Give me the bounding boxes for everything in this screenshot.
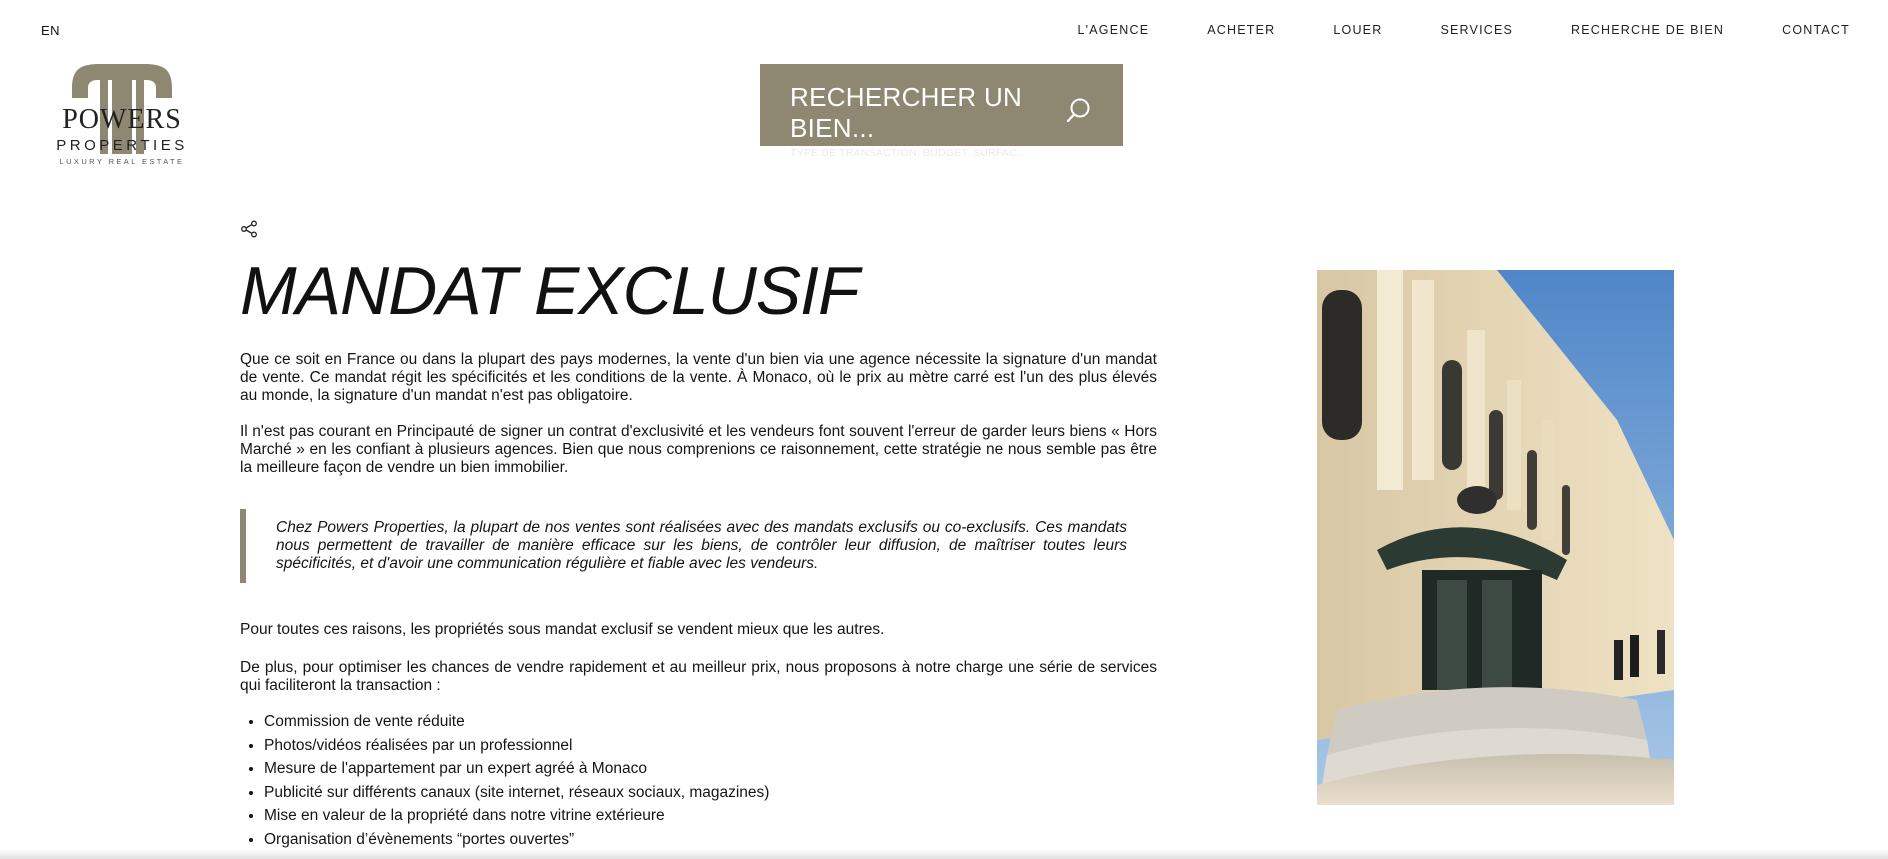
paragraph-intro: Que ce soit en France ou dans la plupart des pays modernes, la vente d'un bien via une agence nécessite la signature d'un mandat de vente. Ce mandat régit les spécificités et les conditions de la vente. À Monaco, où le prix au mètre carré est l'un des plus élevés au monde, la signature d'un mandat n'est pas obligatoire. [240,351,1157,404]
paragraph-services-intro: De plus, pour optimiser les chances de vendre rapidement et au meilleur prix, nous proposons à notre charge une série de services qui faciliteront la transaction : [240,659,1157,694]
paragraph-exclusivity: Il n'est pas courant en Principauté de signer un contrat d'exclusivité et les vendeurs font souvent l'erreur de garder leurs biens « Hors Marché » en les confiant à plusieurs agences. Bien que nous comprenions ce raisonnement, cette stratégie ne nous semble pas être la meilleure façon de vendre un bien immobilier. [240,423,1157,476]
paragraph-conclusion: Pour toutes ces raisons, les propriétés sous mandat exclusif se vendent mieux que les autres. [240,621,885,638]
main-nav [1020,23,1851,37]
logo-line2: PROPERTIES [56,137,188,154]
brand-logo[interactable] [48,62,196,166]
nav-agence[interactable]: L'AGENCE [1077,23,1150,37]
monaco-building-photo [1317,270,1674,805]
list-item: • Publicité sur différents canaux (site internet, réseaux sociaux, magazines) [264,784,1157,802]
article-body [240,351,1157,854]
list-item: • Organisation d’évènements “portes ouvertes” [264,831,1157,849]
blockquote: Chez Powers Properties, la plupart de nos ventes sont réalisées avec des mandats exclusifs ou co-exclusifs. Ces mandats nous permettent de travailler de manière efficace sur les biens, de contrôler leur diffusion, de maîtriser toutes leurs spécificités, et d'avoir une communication régulière et fiable avec les vendeurs. [240,509,1157,583]
nav-louer[interactable]: LOUER [1333,23,1383,37]
logo-name: POWERS [62,104,182,135]
nav-contact[interactable]: CONTACT [1782,23,1850,37]
bottom-shadow [0,849,1888,859]
logo-tagline: LUXURY REAL ESTATE [59,157,185,166]
property-search-box[interactable] [760,64,1123,159]
list-item: • Photos/vidéos réalisées par un professionnel [264,737,1157,755]
nav-services[interactable]: SERVICES [1440,23,1514,37]
search-title: RECHERCHER UN BIEN... [790,82,1023,143]
page-title: MANDAT EXCLUSIF [240,253,859,329]
search-icon[interactable] [1065,96,1093,131]
share-icon[interactable] [240,220,258,243]
search-subtitle: TYPE DE TRANSACTION, BUDGET, SURFAC... [790,147,1027,159]
list-item: • Mesure de l'appartement par un expert agréé à Monaco [264,760,1157,778]
list-item: • Mise en valeur de la propriété dans notre vitrine extérieure [264,807,1157,825]
nav-acheter[interactable]: ACHETER [1207,23,1276,37]
nav-recherche-de-bien[interactable]: RECHERCHE DE BIEN [1571,23,1725,37]
language-switch[interactable]: EN [41,23,61,38]
services-list [240,713,1157,849]
list-item: • Commission de vente réduite [264,713,1157,731]
